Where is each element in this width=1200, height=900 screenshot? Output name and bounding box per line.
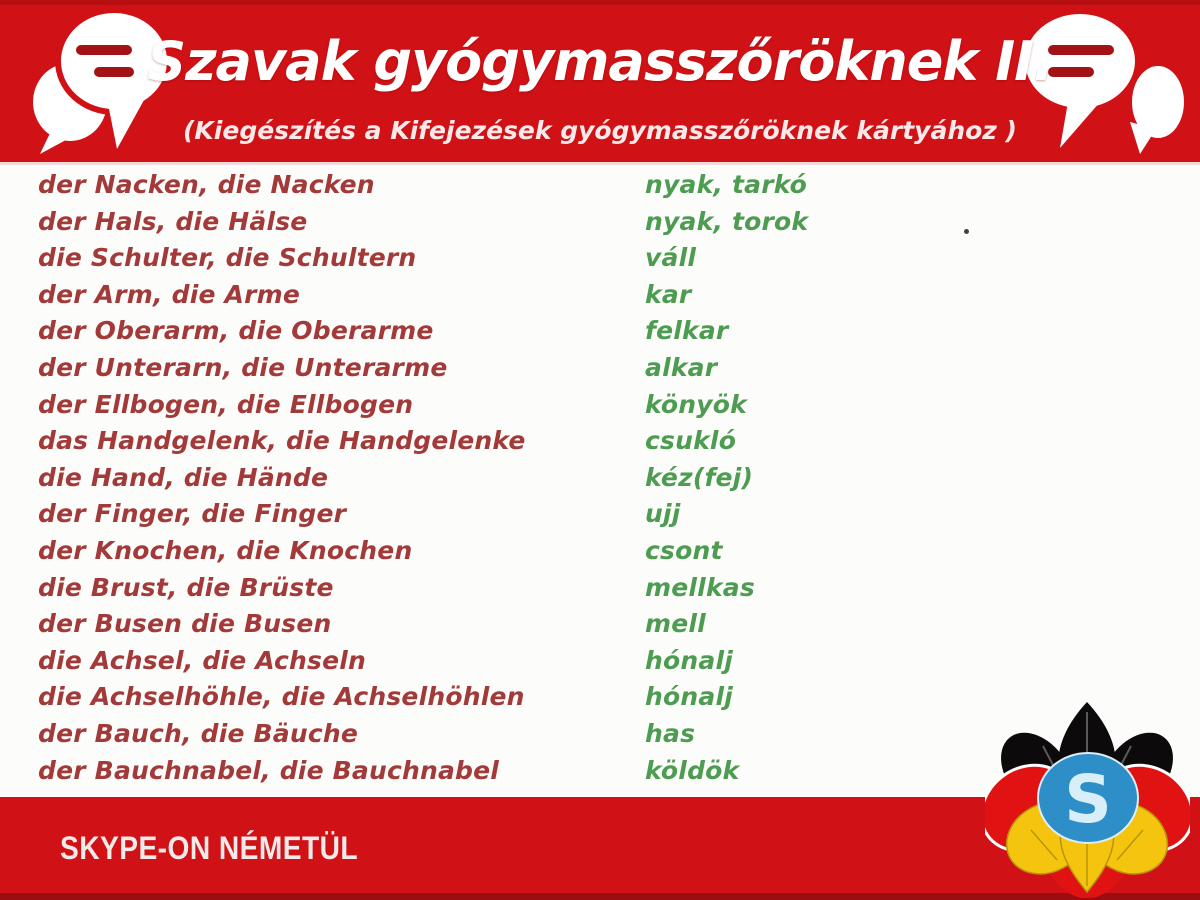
hungarian-term: nyak, torok [645,206,809,236]
vocab-row [38,534,1168,571]
german-term: der Hals, die Hälse [38,206,308,236]
german-term: der Finger, die Finger [38,499,347,529]
german-term: das Handgelenk, die Handgelenke [38,426,526,456]
hungarian-term: hónalj [645,682,733,712]
page-title: Szavak gyógymasszőröknek II. [147,30,1053,93]
vocab-row [38,388,1168,425]
vocab-row [38,205,1168,242]
german-term: der Knochen, die Knochen [38,535,413,565]
vocab-row [38,497,1168,534]
vocab-row [38,314,1168,351]
vocab-row [38,644,1168,681]
vocab-row [38,168,1168,205]
hungarian-term: kéz(fej) [645,462,754,492]
header-band [0,0,1200,162]
hungarian-term: nyak, tarkó [645,170,808,199]
german-term: die Achsel, die Achseln [38,645,367,675]
hungarian-term: csukló [645,426,737,456]
vocab-row [38,278,1168,315]
german-term: der Nacken, die Nacken [38,170,375,199]
german-term: die Brust, die Brüste [38,572,334,602]
german-term: die Achselhöhle, die Achselhöhlen [38,682,525,712]
hungarian-term: mellkas [645,572,755,602]
german-flag-flower-skype-logo [985,700,1190,900]
hungarian-term: alkar [645,352,718,382]
hungarian-term: csont [645,535,723,565]
vocab-row [38,241,1168,278]
header-separator [0,162,1200,165]
hungarian-term: kar [645,279,692,309]
stray-dot-mark [964,229,969,234]
vocab-list [38,168,1168,790]
hungarian-term: váll [645,243,697,273]
german-term: der Unterarn, die Unterarme [38,352,448,382]
german-term: der Ellbogen, die Ellbogen [38,389,414,419]
vocab-row [38,607,1168,644]
hungarian-term: hónalj [645,645,733,675]
vocab-row [38,424,1168,461]
vocab-row [38,461,1168,498]
hungarian-term: mell [645,609,706,639]
german-term: der Arm, die Arme [38,279,301,309]
hungarian-term: has [645,718,696,748]
vocab-row [38,351,1168,388]
hungarian-term: könyök [645,389,748,419]
hungarian-term: köldök [645,755,740,785]
german-term: der Oberarm, die Oberarme [38,316,434,346]
page-subtitle: (Kiegészítés a Kifejezések gyógymasszőröknek kártyához ) [183,116,1017,145]
hungarian-term: felkar [645,316,729,346]
german-term: der Bauch, die Bäuche [38,718,359,748]
skype-letter: S [1064,761,1112,838]
german-term: die Schulter, die Schultern [38,243,417,273]
vocab-row [38,571,1168,608]
brand-text: SKYPE-ON NÉMETÜL [60,830,359,866]
german-term: die Hand, die Hände [38,462,329,492]
german-term: der Busen die Busen [38,609,332,639]
german-term: der Bauchnabel, die Bauchnabel [38,755,500,785]
hungarian-term: ujj [645,499,681,529]
